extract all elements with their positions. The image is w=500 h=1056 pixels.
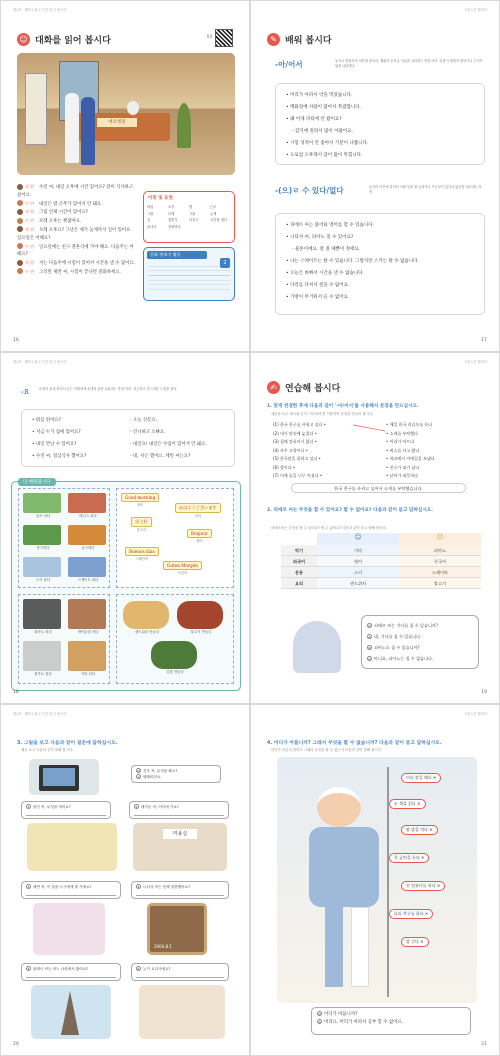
- speaker-marker: Q: [368, 646, 371, 650]
- question-4: 4. 어디가 아픕니까? 그래서 무엇을 할 수 없습니까? 다음과 같이 묻고 답하십시오.: [267, 741, 442, 746]
- greeting-lang: 불어: [196, 539, 203, 543]
- hobby-label: 스키 타다: [35, 578, 51, 582]
- hobby-item: [68, 493, 108, 518]
- hobby-item: [68, 557, 108, 582]
- dialog-line: [367, 653, 473, 664]
- dialog-line: 수 연 모레 오후는 괜찮아요.: [17, 217, 137, 226]
- tv-illustration: [29, 759, 99, 795]
- pain-tag: 발 걷다 ✕: [401, 937, 429, 947]
- dialog-line: 직 원 수연 씨, 내일 오후에 시간 있어요? 같이 식사하고 싶어요.: [17, 184, 134, 198]
- hobby-item: [68, 599, 108, 634]
- examples-box-2: [275, 213, 485, 315]
- question-2: 2. 피에르 씨는 무엇을 할 수 있어요? 할 수 없어요? 다음과 같이 묻고 답하십시오.: [267, 508, 433, 513]
- speaker-marker: A: [368, 635, 371, 639]
- page-16: [0, 0, 250, 352]
- match-left-item: (7) 어제 술을 너무 마셨다 •: [273, 473, 323, 478]
- table-cannot: 중국어: [399, 556, 481, 566]
- avatar: [17, 243, 23, 249]
- hobby-item: [23, 557, 63, 582]
- example-line: • 오늘은 바빠서 시간을 낼 수 없습니다.: [286, 271, 364, 276]
- eiffel-illustration: [31, 985, 111, 1039]
- page-17: [250, 0, 500, 352]
- running-header: 수업시간 환대사: [464, 712, 487, 716]
- hobby-item: [23, 599, 63, 634]
- vocab-word: 근무: [210, 205, 217, 209]
- dialog-line: [367, 642, 473, 653]
- page-20: [0, 704, 250, 1056]
- match-right-item: • 머리가 아프다: [386, 439, 415, 444]
- flowers-illustration: [33, 903, 105, 955]
- hobby-image: [23, 493, 61, 513]
- dialog-icon: ☺: [17, 33, 30, 46]
- hobby-label: 기타 치다: [80, 672, 96, 676]
- table-cat: 악기: [281, 545, 317, 555]
- greeting-lang: 독일어: [177, 571, 188, 575]
- food-image: [151, 641, 197, 669]
- ability-table: [281, 533, 481, 589]
- dialog-line: 직 원 저는 다음주에 시험이 있어서 시간을 낼 수 없어요.: [17, 259, 137, 268]
- example-line: • 니티샤 씨, 피아노 칠 수 있어요?: [286, 235, 354, 240]
- example-answer: 한국 친구를 사귀고 싶어서 소개를 부탁했습니다.: [291, 483, 466, 493]
- grammar-desc: 문장의 끝에 붙어서 듣는 사람에게 존대의 뜻을 나타내는 종결 어미. 친근하고 부드러운 느낌을 준다.: [39, 387, 178, 391]
- running-header: 제1과 · 새벽이 와주기 한 번 더 좋아서: [13, 360, 67, 364]
- greeting-lang: 스페인어: [135, 557, 148, 561]
- instruments-group: [18, 594, 110, 684]
- panel-title: 더 배워봅시다: [18, 478, 56, 486]
- greetings-group: [116, 488, 234, 588]
- pain-tag: 팔 밥을 먹다 ✕: [401, 825, 438, 835]
- page-number: 19: [481, 690, 487, 695]
- running-header: 수업시간 환대사: [464, 360, 487, 364]
- match-left-item: (3) 집에 컴퓨터가 없다 •: [273, 439, 318, 444]
- page-number: 16: [13, 338, 19, 343]
- match-right-item: • 매일 한국 라디오를 듣다: [386, 422, 433, 427]
- dialog-box: [361, 615, 479, 669]
- question-4-sub: 어디가 아픈지 말하고 그래서 무엇을 할 수 없는지 다음과 같이 말해 봅시다.: [271, 748, 383, 752]
- qr-code-icon[interactable]: [215, 29, 233, 47]
- greeting-text: 早上好: [131, 517, 152, 527]
- greeting-text: Guten Morgen: [163, 561, 202, 570]
- title-text: 대화를 읽어 봅시다: [35, 36, 111, 46]
- table-body: [281, 545, 481, 589]
- cooking-group: [116, 594, 234, 684]
- example-line: • 지금 누가 집에 있어요?: [32, 430, 81, 435]
- hobby-image: [23, 525, 61, 545]
- match-left-item: (2) 내가 약속에 늦었다 •: [273, 430, 318, 436]
- culture-box: [143, 247, 235, 301]
- food-image: [177, 601, 223, 629]
- dialog-text: 피에르 씨는 기타를 칠 수 있습니까?: [374, 623, 439, 628]
- qa-bubble: 2 레이몬 씨, 어디에 가요?: [129, 801, 229, 819]
- table-cannot: 피아노: [399, 545, 481, 555]
- table-cat: 운동: [281, 567, 317, 577]
- example-line: - 감기에 걸려서 많이 아팠어요.: [292, 129, 353, 134]
- track-number: 04: [206, 34, 212, 39]
- hobby-label: 테니스 치다: [79, 514, 97, 518]
- table-can: 영어: [317, 556, 399, 566]
- cooking-item: [151, 641, 199, 674]
- dialog-list: [17, 183, 137, 277]
- hobby-label: 축구하다: [36, 546, 50, 550]
- grammar-desc-2: 동사의 어간에 붙어서 어떤 일을 할 능력이나 가능성이 있거나 없음을 나타내는 표현.: [369, 185, 482, 194]
- running-header: 수업시간 환대사: [464, 8, 487, 12]
- example-line: • 내일 만날 수 있어요?: [32, 442, 77, 447]
- example-line: • 뭐를 읽어요?: [32, 418, 61, 423]
- cannot-icon: ☹: [399, 533, 481, 545]
- greeting-text: Bonjour: [187, 529, 212, 538]
- pencil-icon: ✎: [267, 33, 280, 46]
- page-number: 18: [13, 690, 19, 695]
- student-illustration: [293, 621, 341, 673]
- question-3-sub: 예시 보고 다음과 같이 말해 봅시다.: [21, 748, 74, 752]
- spread-1: [0, 0, 500, 352]
- cooking-label: 김밥 만들다: [166, 670, 184, 674]
- dialog-line: [367, 620, 473, 631]
- match-right-item: • 친구가 화가 났다: [386, 464, 420, 470]
- example-line: - 언니하고 오빠요.: [130, 430, 166, 435]
- match-right-item: • 버스를 타고 왔다: [386, 447, 420, 453]
- avatar: [17, 226, 23, 232]
- match-right-item: • 날씨가 따뜻하다: [386, 473, 418, 478]
- running-header: 제1과 · 새벽이 와주기 한 번 더 좋아서: [13, 712, 67, 716]
- vocab-word: 그럼: [147, 211, 154, 216]
- section-title: [267, 381, 340, 394]
- greeting-item: [175, 503, 221, 518]
- question-3: 3. 그림을 보고 다음과 같이 질문에 답하십시오.: [17, 741, 118, 746]
- qa-bubble: Q 진우 씨, 무엇을 봐요? A 텔레비전요.: [131, 765, 221, 783]
- hobby-image: [68, 557, 106, 577]
- spread-2: [0, 352, 500, 704]
- hobby-item: [23, 641, 63, 676]
- avatar: [17, 200, 23, 206]
- page-18: [0, 352, 250, 704]
- vocab-word: 결혼식: [168, 218, 178, 222]
- greeting-lang: 중국어: [136, 528, 146, 532]
- table-can: 기타: [317, 545, 399, 555]
- grammar-point-2: -(으)ㄹ 수 있다/없다: [275, 186, 344, 195]
- greeting-text: Buenos días: [125, 547, 159, 556]
- page-number: 17: [481, 338, 487, 343]
- match-right-item: • 학교에서 이메일을 보냈다: [386, 456, 435, 461]
- example-line: • 도로업 오후래서 감이 많이 막힙니다.: [286, 153, 363, 158]
- hobby-item: [68, 525, 108, 550]
- can-icon: ☺: [317, 533, 399, 545]
- table-cannot: 불고기: [399, 578, 481, 588]
- match-left-item: (5) 한국말을 잘하고 싶다 •: [273, 456, 321, 461]
- question-1: 1. 맞게 연결한 후에 다음과 같이 '-아/어서'를 사용해서 문장을 만드십시오.: [267, 404, 419, 409]
- hobby-image: [68, 493, 106, 513]
- qa-bubble: 4 니티샤 씨는 언제 결혼했어요?: [131, 881, 229, 899]
- dialog-line: 수 연 그러면 제반 씨, 시험이 끝나면 전화하세요.: [17, 268, 137, 277]
- greeting-lang: 일어: [194, 514, 201, 518]
- example-line: • 다리를 다쳐서 걸을 수 없어요.: [286, 283, 350, 288]
- dialog-line: 수 연 일요일에는 친구 결혼식에 가야 해요. 다음주는 어때요?: [17, 243, 134, 258]
- sports-group: [18, 488, 110, 588]
- vocab-word: 모레: [168, 211, 175, 216]
- table-row: [281, 578, 481, 589]
- table-cat: 외국어: [281, 556, 317, 566]
- pain-tag: 다리 축구를 하다 ✕: [389, 909, 433, 919]
- example-line: • 백화점에 사람이 많아서 복잡합니다.: [286, 105, 362, 110]
- cooking-label: 불고기 만들다: [190, 630, 212, 634]
- photo-date: 2004.8.1: [154, 944, 172, 949]
- match-lines: [351, 421, 387, 481]
- examples-answers: [130, 415, 207, 463]
- eating-illustration: [27, 823, 117, 871]
- vocab-word: 일: [147, 218, 151, 222]
- example-line: - 오늘 신문요.: [130, 418, 157, 423]
- page-number: 21: [481, 1042, 487, 1047]
- clinic-sign: 예코병원: [97, 118, 137, 127]
- example-line: • 수연 씨, 점심식사 했어요?: [32, 454, 87, 459]
- hobby-label: 바이올린 켜다: [77, 630, 99, 634]
- examples-box: [21, 409, 235, 467]
- speaker-marker: A: [368, 657, 371, 661]
- page-number: 20: [13, 1042, 19, 1047]
- patient-illustration: [277, 757, 477, 1003]
- chef-illustration: [139, 985, 225, 1039]
- pain-tag: 눈 책을 읽다 ✕: [389, 799, 426, 809]
- hobby-label: 피아노 치다: [34, 630, 52, 634]
- instrument-image: [23, 641, 61, 671]
- match-right: [386, 421, 486, 481]
- spread-3: [0, 704, 500, 1056]
- match-left: [273, 421, 361, 481]
- qa-bubble: 5 피에르 씨는 어느 나라에서 왔어요?: [21, 963, 121, 981]
- hobby-item: [23, 493, 63, 518]
- vocab-word: 그날: [189, 211, 196, 216]
- example-line: • 가방이 무거워서 들 수 없어요.: [286, 295, 350, 300]
- table-header: [281, 533, 481, 545]
- table-row: [281, 567, 481, 578]
- hobby-image: [23, 557, 61, 577]
- example-line: - 네, 저는 했어요. 케빈 씨는요?: [130, 454, 191, 459]
- pain-tag: 손 컴퓨터를 하다 ✕: [401, 881, 445, 891]
- vocab-title: 어휘 및 표현: [148, 196, 173, 201]
- greeting-text: おはようございます: [175, 503, 221, 513]
- avatar: [17, 209, 23, 215]
- avatar: [17, 260, 23, 266]
- section-title: [17, 33, 111, 46]
- salon-sign: 미용실: [163, 829, 197, 839]
- clinic-illustration: [17, 53, 235, 175]
- avatar: [17, 268, 23, 274]
- track-badge[interactable]: 2: [220, 258, 230, 268]
- avatar: [17, 184, 23, 190]
- hobby-image: [68, 525, 106, 545]
- page-21: [250, 704, 500, 1056]
- qa-bubble: 3 제반 씨, 이 꽃을 누구에게 줄 거예요?: [21, 881, 121, 899]
- hobby-label: 농구하다: [81, 546, 95, 550]
- dialog-lines: [362, 616, 478, 668]
- dialog-text: 아니요, 피아노는 칠 수 없습니다.: [374, 656, 434, 661]
- grammar-desc-1: 동사나 형용사의 어간에 붙어서, 행위의 순서나 이유를 나타내는 연결 어미. 앞말이 뒷말의 원인이나 근거가 됨을 나타낸다.: [335, 59, 483, 68]
- pain-tag: 머리 깎을 때다 ✕: [401, 773, 441, 783]
- qa-bubble: 6 누가 요리사예요?: [131, 963, 229, 981]
- vocab-word: 오후: [168, 205, 175, 209]
- dialog-line: [367, 631, 473, 642]
- vocab-word: 다음주: [189, 218, 199, 222]
- greeting-item: [163, 561, 202, 575]
- grammar-point-1: -아/어서: [275, 60, 303, 69]
- table-row: [281, 545, 481, 556]
- greeting-item: [125, 547, 159, 561]
- match-left-item: (4) 자꾸 고향이다 •: [273, 447, 309, 453]
- more-learning-panel: [11, 481, 241, 691]
- vocab-word: 늦게: [210, 211, 217, 216]
- example-line: • 나는 스케이트는 탈 수 있습니다. 그렇지만 스키는 탈 수 없습니다.: [286, 259, 419, 264]
- examples-box-1: [275, 83, 485, 165]
- dialog-text: 피아노도 칠 수 있습니까?: [374, 645, 420, 650]
- pain-tag: 목 공연을 듣다 ✕: [389, 853, 429, 863]
- cooking-item: [123, 601, 171, 634]
- vocab-word: 시간을 내다: [210, 218, 227, 222]
- table-cannot: 스케이트: [399, 567, 481, 577]
- culture-title: 문화 엿보기 활동: [147, 251, 207, 259]
- example-line: • 시험 성적이 안 좋아서 기분이 나쁩니다.: [286, 141, 369, 146]
- avatar: [17, 218, 23, 224]
- question-2-sub: 피에르씨는 무엇을 할 수 있어요? 할 수 없어요? 다음과 같이 묻고 답해 봅시다.: [271, 526, 387, 530]
- section-title: [267, 33, 332, 46]
- title-text: 배워 봅시다: [285, 36, 332, 46]
- practice-icon: ✍: [267, 381, 280, 394]
- dialog-line: 수 연 내일은 밤 근무가 있어서 안 돼요.: [17, 200, 137, 209]
- example-line: - 물론이에요. 잘 칠 때뿐이 정애요.: [292, 247, 361, 252]
- match-right-item: • 소개를 부탁했다: [386, 430, 418, 436]
- examples-list-1: [276, 84, 484, 168]
- match-left-item: (1) 한국 친구를 사귀고 싶다 •: [273, 422, 327, 427]
- instrument-image: [23, 599, 61, 629]
- examples-list-2: [276, 214, 484, 310]
- example-line: • 피에르 씨는 불어와 영어를 할 수 있습니다.: [286, 223, 374, 228]
- salon-illustration: [133, 823, 227, 871]
- running-header: 제1과 · 새벽이 와주기 한 번 더 좋아서: [13, 8, 67, 12]
- table-can: 샌드위치: [317, 578, 399, 588]
- dialog-line: 직 원 그럼 언제 시간이 있어요?: [17, 208, 137, 217]
- table-cat: 요리: [281, 578, 317, 588]
- title-text: 연습해 봅시다: [285, 384, 341, 394]
- page-19: [250, 352, 500, 704]
- greeting-item: [131, 517, 152, 532]
- table-row: [281, 556, 481, 567]
- vocab-word: 밤: [189, 205, 193, 209]
- greeting-item: [187, 529, 212, 543]
- cooking-item: [177, 601, 225, 634]
- wedding-photo: [147, 903, 207, 955]
- example-line: - 내일요! 내일은 수업이 있어서 안 돼요.: [130, 442, 207, 447]
- hobby-label: 플루트 불다: [34, 672, 52, 676]
- hobby-label: 스케이트 타다: [77, 578, 99, 582]
- vocab-word: 끝나다: [147, 224, 157, 229]
- hobby-label: 골프 치다: [35, 514, 51, 518]
- greeting-item: [121, 493, 159, 507]
- dialog-line: 직 원 모레 오후요? 그날은 제가 늦게까지 일이 있어요. 일요일은 어때요?: [17, 226, 132, 241]
- example-line: • 왜 어제 파티에 안 왔어요?: [286, 117, 342, 122]
- hobby-item: [68, 641, 108, 676]
- vocab-word: 전화하다: [168, 224, 181, 229]
- examples-questions: [32, 415, 86, 463]
- vocab-box: [143, 191, 235, 243]
- dialog-box: Q 어디가 아픕니까? A 머리요. 머리가 아파서 공부 할 수 없어요.: [311, 1007, 471, 1035]
- instrument-image: [68, 641, 106, 671]
- qa-bubble: 1 왕신 씨, 무엇을 먹어요?: [21, 801, 111, 819]
- match-left-item: (6) 불이다 •: [273, 464, 296, 470]
- cooking-label: 샌드위치 만들다: [134, 630, 159, 634]
- vocab-word: 내일: [147, 205, 154, 209]
- question-1-sub: 예문을 보고 예시와 같이 '-아/어서'를 이용하여 문장을 만들어 봅시다.: [271, 412, 374, 416]
- greeting-text: Good morning: [121, 493, 159, 502]
- greeting-lang: 영어: [137, 503, 144, 507]
- example-line: • 머리가 아파서 약을 먹었습니다.: [286, 93, 353, 98]
- instrument-image: [68, 599, 106, 629]
- speaker-marker: Q: [368, 624, 371, 628]
- table-can: 스키: [317, 567, 399, 577]
- vocab-grid: [144, 204, 234, 230]
- food-image: [123, 601, 169, 629]
- dialog-text: 네, 기타를 칠 수 있습니다.: [374, 634, 422, 639]
- grammar-point: -요: [21, 389, 30, 396]
- hobby-item: [23, 525, 63, 550]
- culture-text-block: [148, 262, 230, 292]
